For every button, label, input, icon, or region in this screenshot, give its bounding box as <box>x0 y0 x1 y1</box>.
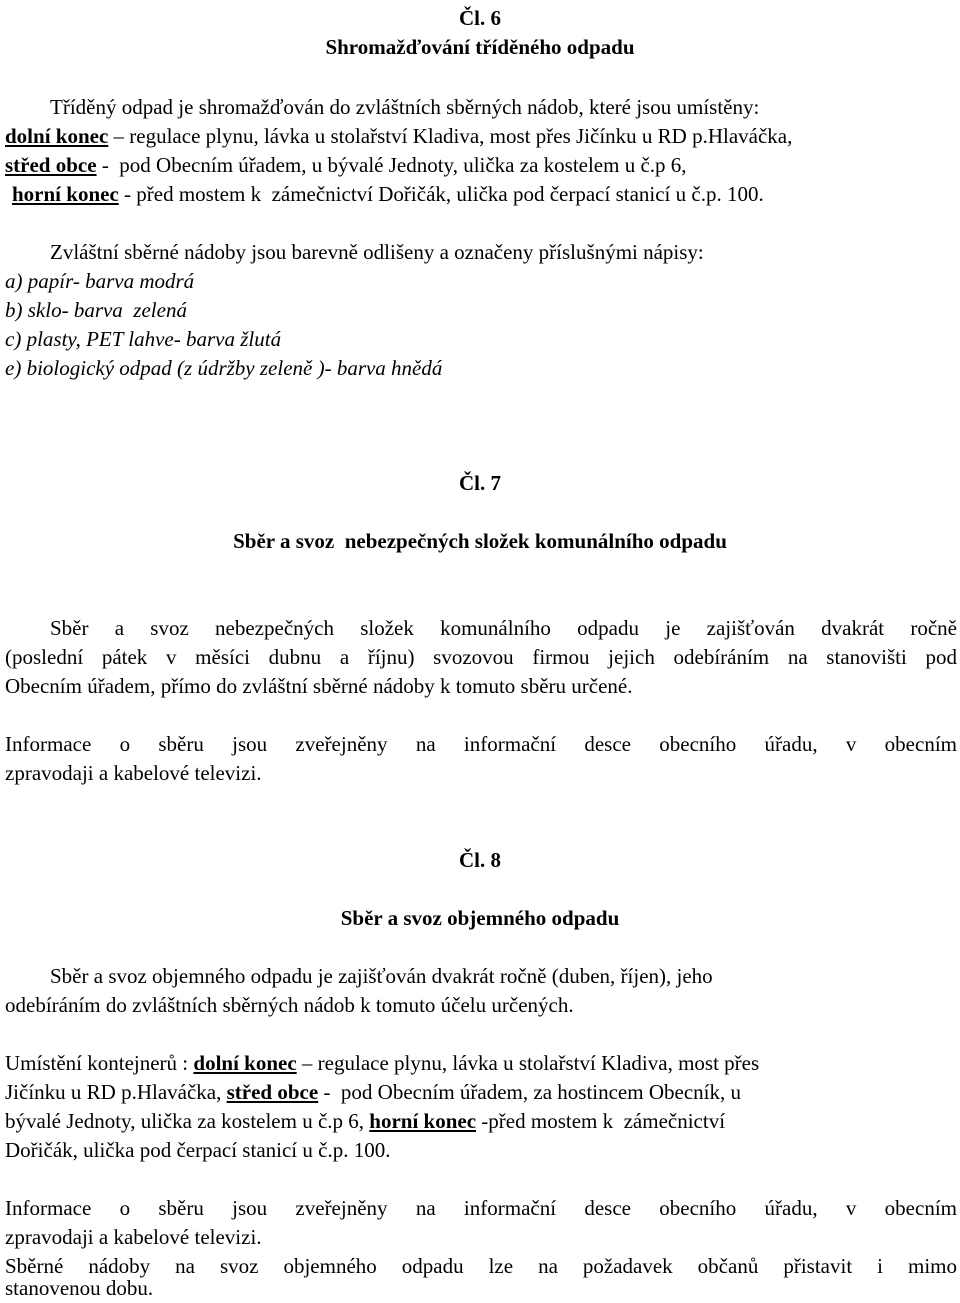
art6-loc1-label: dolní konec <box>5 124 109 148</box>
art8-placement-line3 <box>5 1107 725 1136</box>
art8-para3-line2: zpravodaji a kabelové televizi. <box>5 1225 262 1249</box>
art6-intro: Tříděný odpad je shromažďován do zvláštních sběrných nádob, které jsou umístěny: <box>50 95 760 119</box>
art6-item-glass: b) sklo- barva zelená <box>5 298 187 322</box>
art8-heading: Čl. 8 <box>459 848 501 872</box>
art8-para4-line2: stanovenou dobu. <box>5 1276 154 1300</box>
art8-para1-line2: odebíráním do zvláštních sběrných nádob k tomuto účelu určených. <box>5 993 574 1017</box>
art8-loc1-label: dolní konec <box>193 1051 297 1075</box>
art6-title: Shromažďování tříděného odpadu <box>325 35 635 59</box>
art6-item-paper: a) papír- barva modrá <box>5 269 195 293</box>
art8-loc1-text: – regulace plynu, lávka u stolařství Kladiva, most přes <box>296 1051 760 1075</box>
art8-loc3-text: -před mostem k zámečnictví <box>476 1109 726 1133</box>
art8-loc2-label: střed obce <box>226 1080 319 1104</box>
art7-para1-line1: Sběr a svoz nebezpečných složek komunálního odpadu je zajišťován dvakrát ročně <box>50 616 957 640</box>
art8-loc2-text: - pod Obecním úřadem, za hostincem Obecník, u <box>318 1080 741 1104</box>
art8-title: Sběr a svoz objemného odpadu <box>340 906 620 930</box>
art8-para1-line1: Sběr a svoz objemného odpadu je zajišťován dvakrát ročně (duben, říjen), jeho <box>50 964 713 988</box>
art7-heading: Čl. 7 <box>459 471 501 495</box>
art6-location-lower <box>5 122 792 151</box>
art6-containers-intro: Zvláštní sběrné nádoby jsou barevně odlišeny a označeny příslušnými nápisy: <box>50 240 704 264</box>
art8-placement-prefix: Umístění kontejnerů : <box>5 1051 194 1075</box>
art6-item-bio: e) biologický odpad (z údržby zeleně )- barva hnědá <box>5 356 443 380</box>
art7-para1-line2: (poslední pátek v měsíci dubnu a říjnu) svozovou firmou jejich odebíráním na stanovišti pod <box>5 645 957 669</box>
art8-placement-line2 <box>5 1078 741 1107</box>
art6-location-middle <box>5 151 687 180</box>
art7-title: Sběr a svoz nebezpečných složek komunálního odpadu <box>233 529 727 553</box>
art8-para3-line1: Informace o sběru jsou zveřejněny na informační desce obecního úřadu, v obecním <box>5 1196 957 1220</box>
art6-item-plastics: c) plasty, PET lahve- barva žlutá <box>5 327 282 351</box>
art8-para4-line1: Sběrné nádoby na svoz objemného odpadu lze na požadavek občanů přistavit i mimo <box>5 1254 957 1278</box>
art7-para2-line2: zpravodaji a kabelové televizi. <box>5 761 262 785</box>
art6-loc2-text: - pod Obecním úřadem, u bývalé Jednoty, ulička za kostelem u č.p 6, <box>96 153 687 177</box>
art8-line3-prefix: bývalé Jednoty, ulička za kostelem u č.p 6, <box>5 1109 370 1133</box>
art6-heading: Čl. 6 <box>459 6 501 30</box>
art8-line2-prefix: Jičínku u RD p.Hlaváčka, <box>5 1080 227 1104</box>
art6-loc2-label: střed obce <box>5 153 97 177</box>
art6-loc1-text: – regulace plynu, lávka u stolařství Kladiva, most přes Jičínku u RD p.Hlaváčka, <box>108 124 793 148</box>
art8-placement-line1 <box>5 1049 759 1078</box>
art7-para2-line1: Informace o sběru jsou zveřejněny na informační desce obecního úřadu, v obecním <box>5 732 957 756</box>
art8-placement-line4: Dořičák, ulička pod čerpací stanicí u č.p. 100. <box>5 1138 391 1162</box>
art6-loc3-text: - před mostem k zámečnictví Dořičák, ulička pod čerpací stanicí u č.p. 100. <box>118 182 764 206</box>
art7-para1-line3: Obecním úřadem, přímo do zvláštní sběrné nádoby k tomuto sběru určené. <box>5 674 633 698</box>
art6-loc3-label: horní konec <box>12 182 119 206</box>
art6-location-upper <box>12 180 764 209</box>
art8-loc3-label: horní konec <box>369 1109 477 1133</box>
